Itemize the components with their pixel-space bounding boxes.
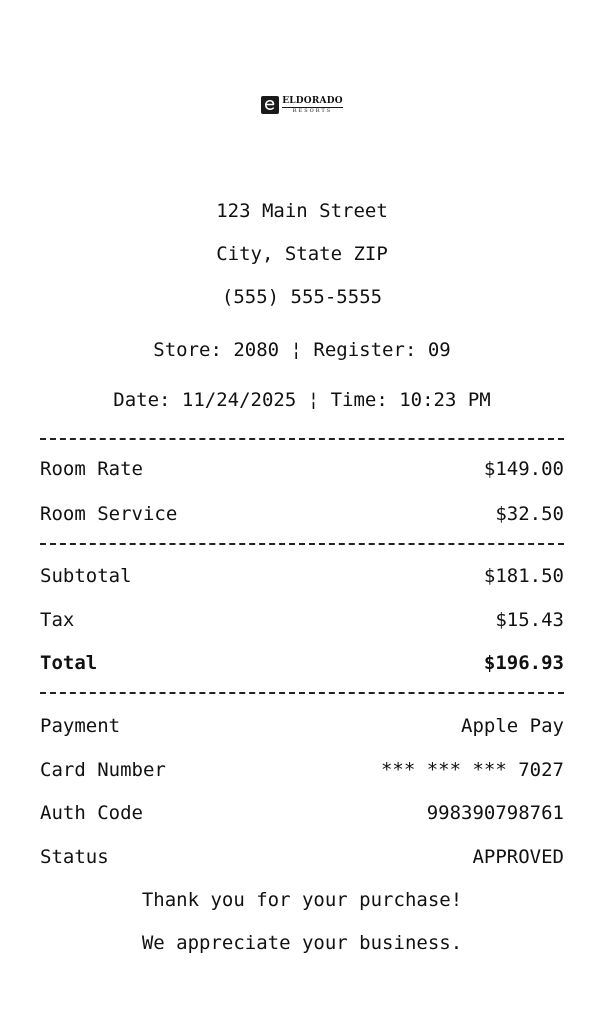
subtotal-row xyxy=(40,564,564,588)
logo-sub-name: RESORTS xyxy=(292,107,333,114)
eldorado-logo xyxy=(261,96,343,114)
tax-amount: $15.43 xyxy=(495,609,564,631)
phone-number: (555) 555-5555 xyxy=(221,286,383,308)
logo xyxy=(0,96,604,114)
subtotal-label: Subtotal xyxy=(40,565,132,587)
item-amount: $32.50 xyxy=(495,503,564,525)
appreciation-message: We appreciate your business. xyxy=(141,932,463,954)
logo-mark-icon xyxy=(261,96,279,114)
total-amount: $196.93 xyxy=(483,652,564,674)
date-time: Date: 11/24/2025 ¦ Time: 10:23 PM xyxy=(113,389,491,411)
divider xyxy=(40,543,564,545)
card-number-label: Card Number xyxy=(40,759,166,781)
auth-code: 998390798761 xyxy=(426,802,564,824)
divider xyxy=(40,438,564,440)
payment-label: Payment xyxy=(40,715,121,737)
payment-row xyxy=(40,714,564,738)
total-label: Total xyxy=(40,652,98,674)
subtotal-amount: $181.50 xyxy=(483,565,564,587)
address-line-2: City, State ZIP xyxy=(216,243,388,265)
store-register: Store: 2080 ¦ Register: 09 xyxy=(153,339,451,361)
item-label: Room Rate xyxy=(40,458,143,480)
status-row xyxy=(40,845,564,869)
line-item xyxy=(40,502,564,526)
item-amount: $149.00 xyxy=(483,458,564,480)
logo-text xyxy=(282,97,343,114)
line-item xyxy=(40,457,564,481)
e-glyph-icon xyxy=(263,98,277,112)
item-label: Room Service xyxy=(40,503,178,525)
divider xyxy=(40,692,564,694)
tax-row xyxy=(40,608,564,632)
status-label: Status xyxy=(40,846,109,868)
tax-label: Tax xyxy=(40,609,75,631)
address-line-1: 123 Main Street xyxy=(216,200,388,222)
logo-brand-name: ELDORADO xyxy=(282,95,343,106)
status-value: APPROVED xyxy=(472,846,564,868)
card-number-row xyxy=(40,758,564,782)
thank-you-message: Thank you for your purchase! xyxy=(141,889,463,911)
payment-method: Apple Pay xyxy=(461,715,564,737)
total-row xyxy=(40,651,564,675)
auth-code-row xyxy=(40,801,564,825)
card-number: *** *** *** 7027 xyxy=(380,759,564,781)
auth-code-label: Auth Code xyxy=(40,802,143,824)
